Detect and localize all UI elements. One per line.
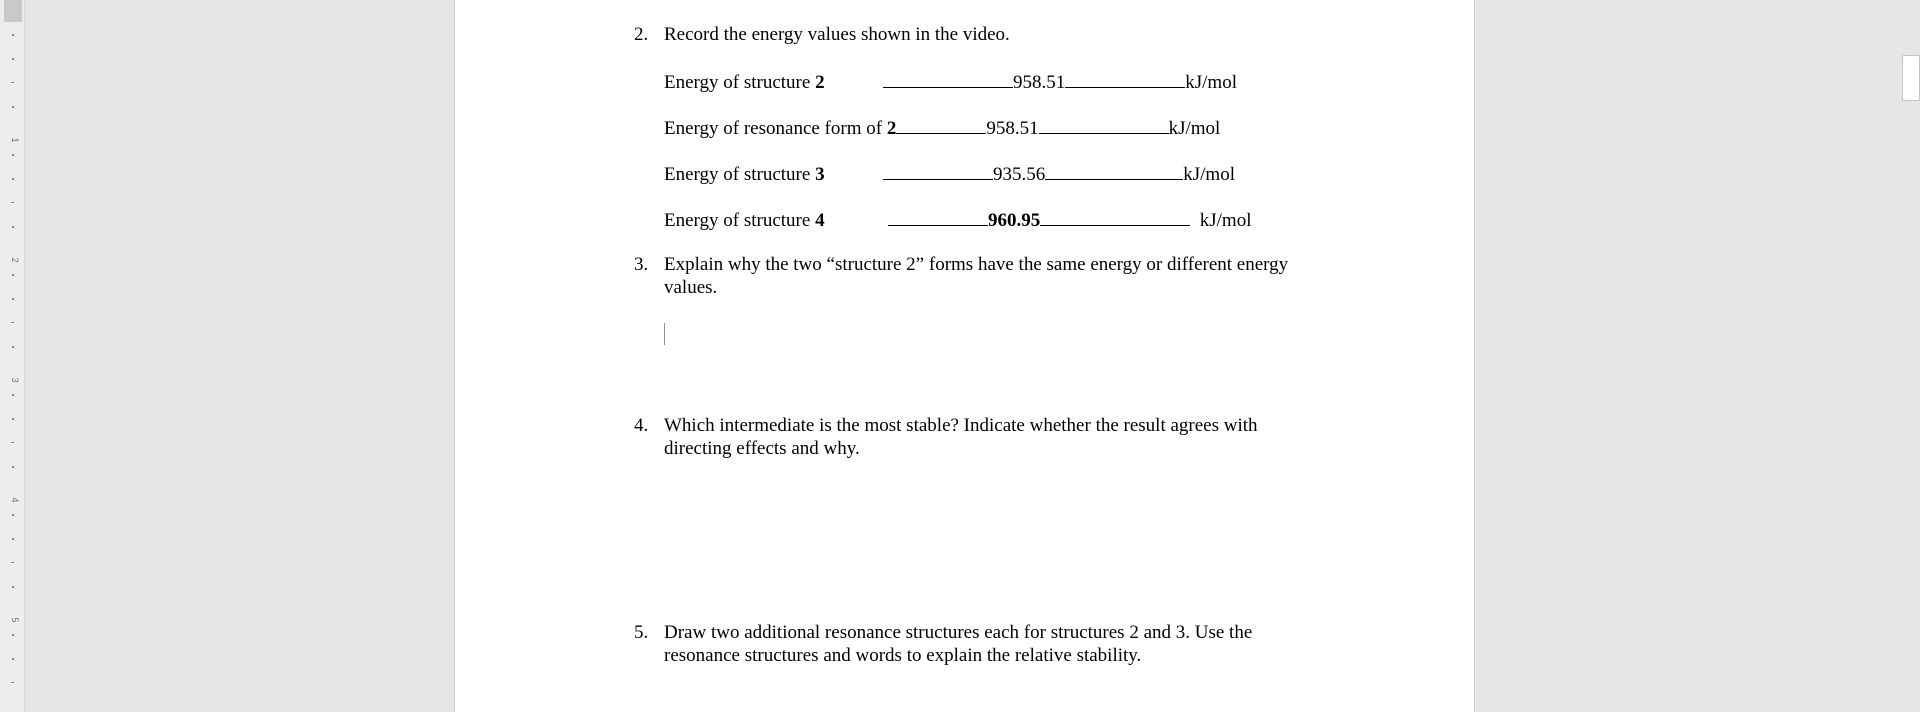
question-text-continued: resonance structures and words to explain the relative stability.	[664, 645, 1142, 666]
ruler-dot	[12, 34, 14, 36]
row-label-bold: 4	[815, 210, 825, 231]
row-label: Energy of structure	[664, 210, 811, 231]
blank-line	[883, 69, 1013, 88]
row-label: Energy of resonance form of	[664, 118, 883, 139]
text-cursor	[664, 323, 665, 345]
ruler-dot	[12, 346, 14, 348]
ruler-tick	[11, 202, 14, 203]
ruler-tick	[11, 442, 14, 443]
ruler-tick	[11, 562, 14, 563]
ruler-dot	[12, 466, 14, 468]
question-text: Record the energy values shown in the video.	[664, 24, 1010, 45]
energy-unit: kJ/mol	[1185, 72, 1237, 93]
blank-line	[883, 161, 993, 180]
vertical-ruler[interactable]	[0, 0, 25, 712]
energy-unit: kJ/mol	[1183, 164, 1235, 185]
ruler-dot	[12, 58, 14, 60]
energy-row-structure-3	[664, 161, 1235, 186]
energy-row-structure-2	[664, 69, 1237, 94]
blank-line	[888, 207, 988, 226]
ruler-dot	[12, 394, 14, 396]
ruler-dot	[12, 154, 14, 156]
energy-value[interactable]: 958.51	[1013, 72, 1066, 93]
scrollbar-thumb[interactable]	[1902, 55, 1920, 101]
blank-line	[1040, 207, 1190, 226]
energy-unit: kJ/mol	[1199, 210, 1252, 231]
ruler-tick	[11, 82, 14, 83]
question-text: Which intermediate is the most stable? Indicate whether the result agrees with	[664, 415, 1258, 436]
row-label-bold: 2	[815, 72, 825, 93]
ruler-dot	[12, 514, 14, 516]
question-number: 3.	[634, 254, 649, 275]
ruler-dot	[12, 586, 14, 588]
ruler-dot	[12, 178, 14, 180]
ruler-dot	[12, 634, 14, 636]
question-text: Draw two additional resonance structures each for structures 2 and 3. Use the	[664, 622, 1253, 643]
energy-row-resonance-2	[664, 115, 1220, 140]
energy-value[interactable]: 960.95	[988, 210, 1041, 231]
question-number: 4.	[634, 415, 649, 436]
ruler-tick	[11, 322, 14, 323]
question-text-continued: directing effects and why.	[664, 438, 860, 459]
energy-unit: kJ/mol	[1168, 118, 1221, 139]
blank-line	[1045, 161, 1183, 180]
energy-row-structure-4	[664, 207, 1251, 232]
question-number: 2.	[634, 24, 649, 45]
blank-line	[1039, 115, 1169, 134]
energy-value[interactable]: 958.51	[986, 118, 1039, 139]
blank-line	[896, 115, 986, 134]
row-label-bold: 3	[815, 164, 825, 185]
vertical-scrollbar[interactable]	[1892, 0, 1920, 712]
row-label: Energy of structure	[664, 72, 811, 93]
ruler-number: 5	[10, 617, 20, 623]
ruler-dot	[12, 106, 14, 108]
ruler-tick	[11, 682, 14, 683]
question-number: 5.	[634, 622, 649, 643]
ruler-dot	[12, 226, 14, 228]
blank-line	[1065, 69, 1185, 88]
ruler-number: 2	[10, 257, 20, 263]
ruler-dot	[12, 274, 14, 276]
energy-value[interactable]: 935.56	[993, 164, 1046, 185]
ruler-margin-marker[interactable]	[4, 0, 22, 22]
row-label-bold: 2	[886, 118, 897, 139]
ruler-dot	[12, 538, 14, 540]
ruler-number: 3	[10, 377, 20, 383]
question-text-continued: values.	[664, 277, 718, 298]
ruler-dot	[12, 418, 14, 420]
row-label: Energy of structure	[664, 164, 811, 185]
ruler-dot	[12, 658, 14, 660]
ruler-number: 1	[10, 137, 20, 143]
ruler-number: 4	[10, 497, 20, 503]
document-page[interactable]	[454, 0, 1475, 712]
ruler-dot	[12, 298, 14, 300]
question-text: Explain why the two “structure 2” forms have the same energy or different energy	[664, 254, 1289, 275]
